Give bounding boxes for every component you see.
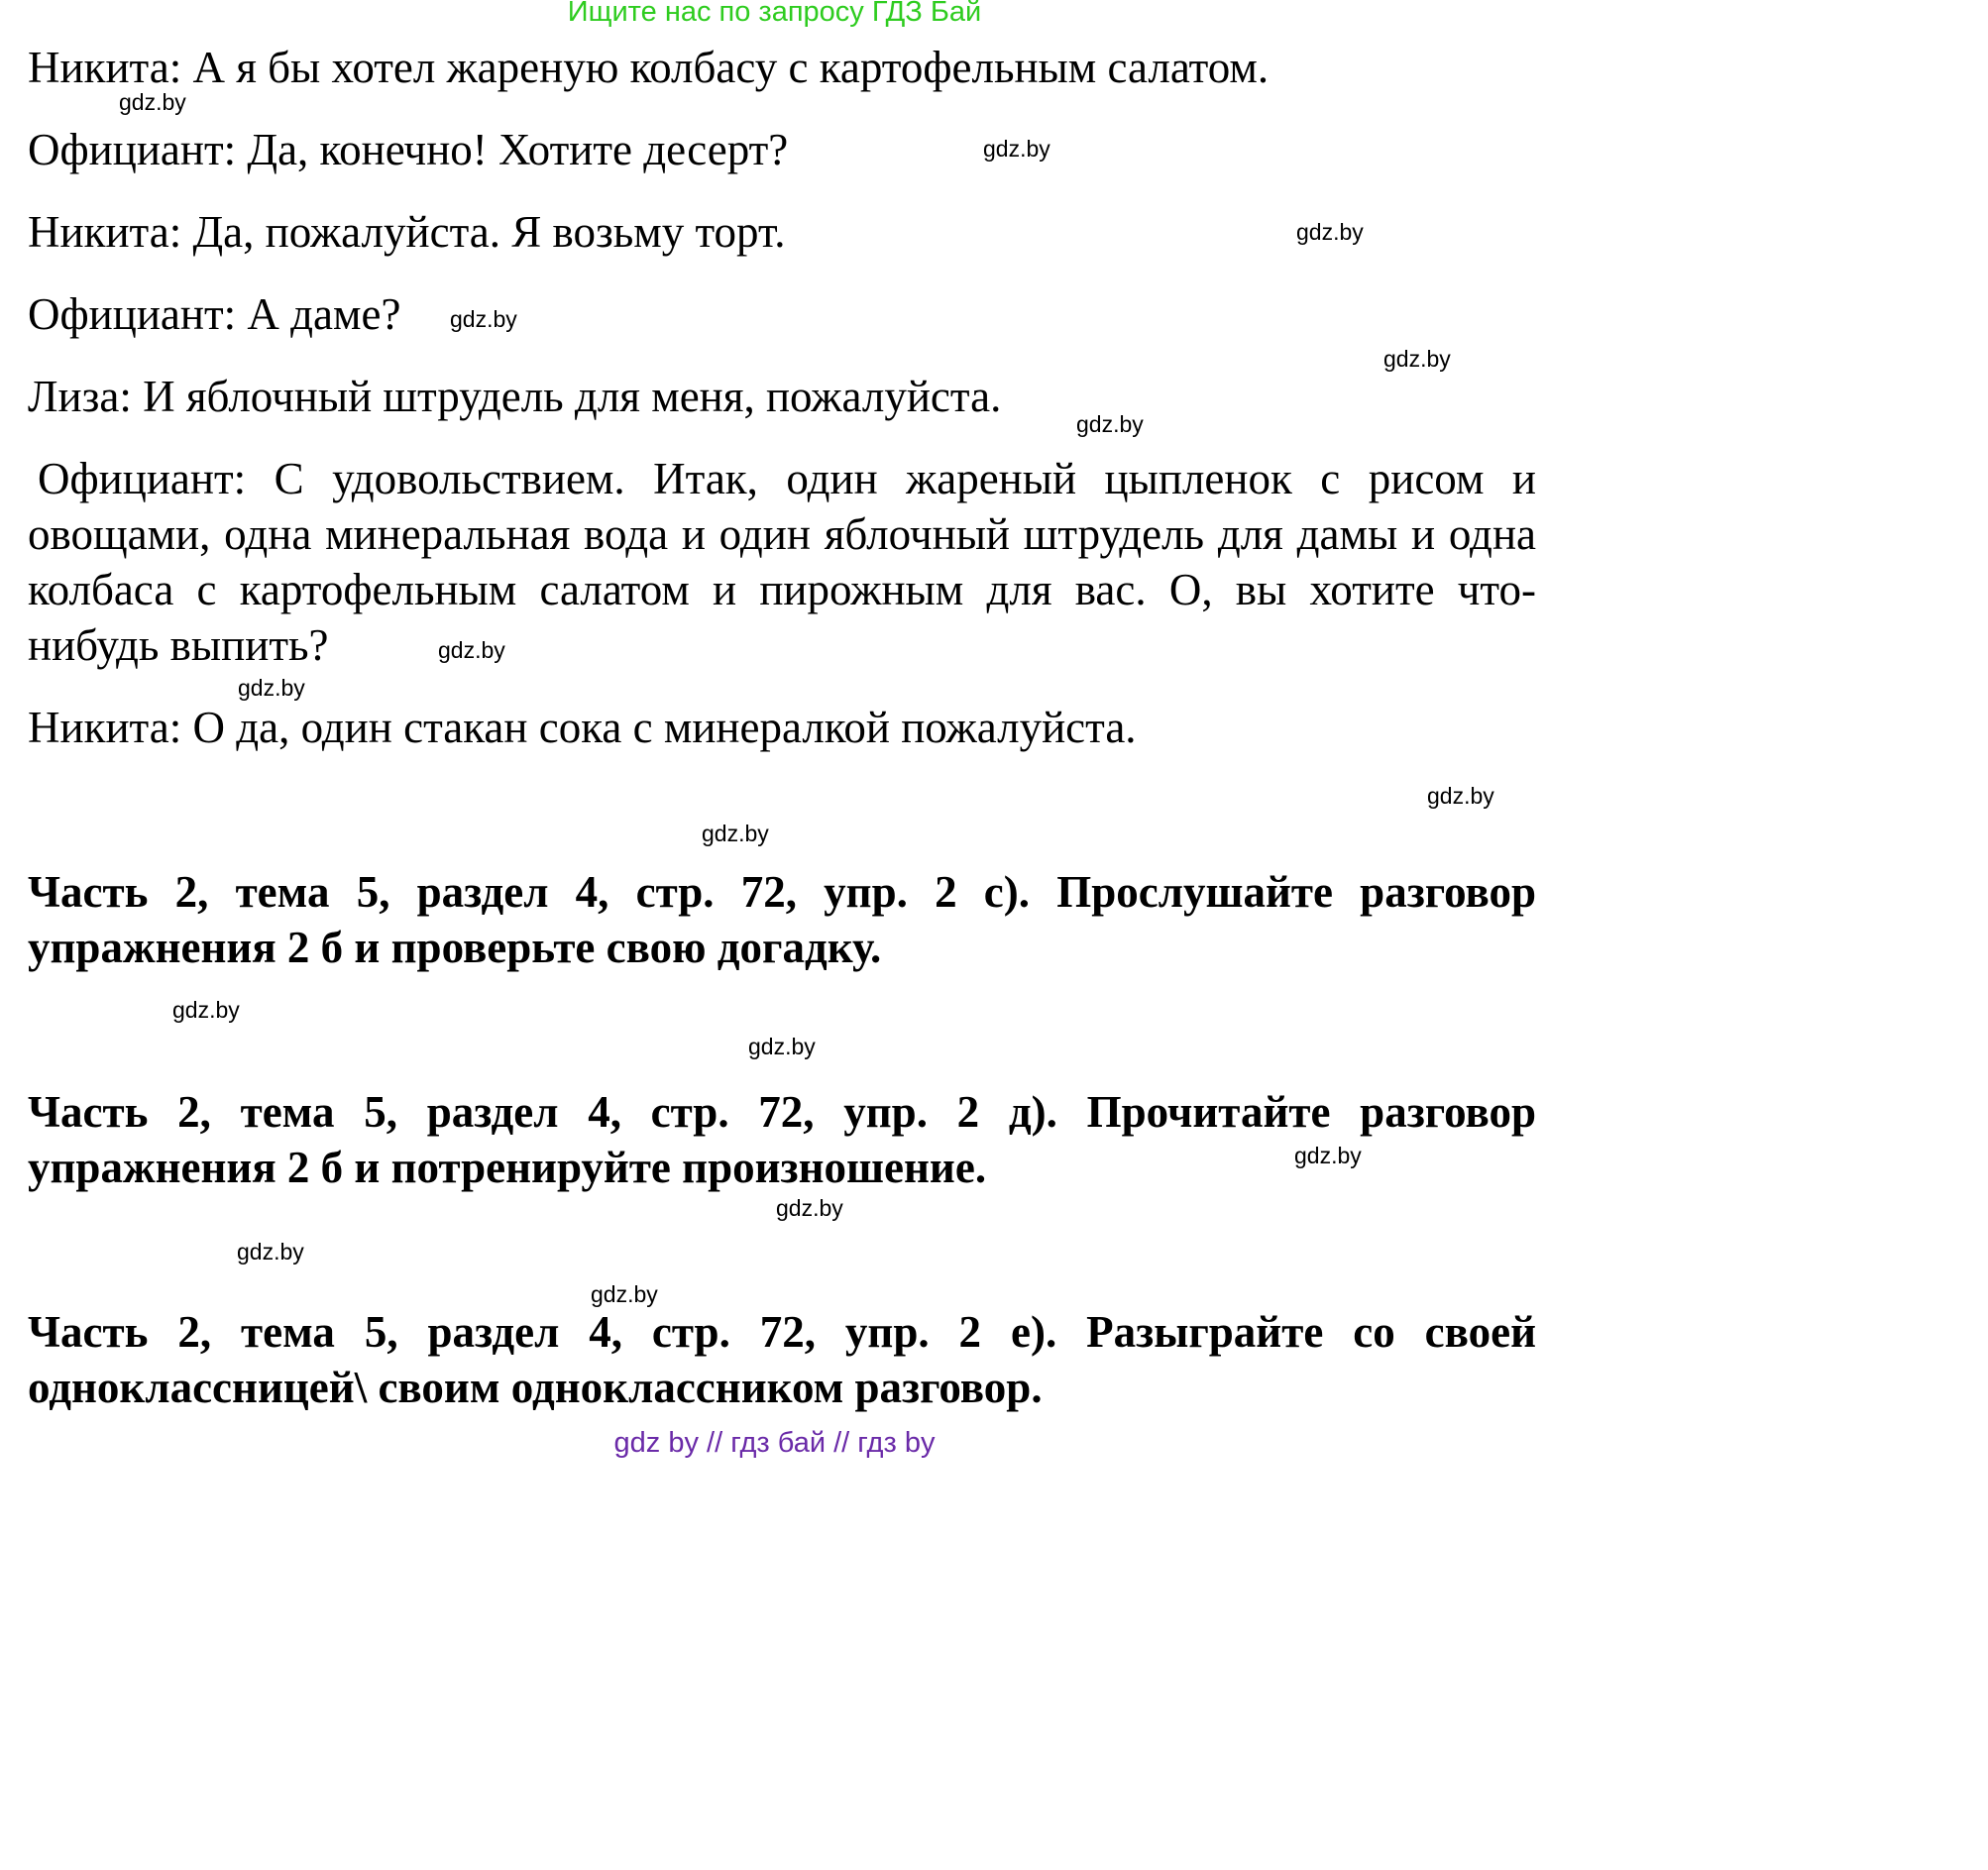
- dialogue-line-waiter-1: Официант: Да, конечно! Хотите десерт?: [28, 125, 789, 174]
- dialogue-paragraph-waiter-3: Официант: С удовольствием. Итак, один жареный цыпленок с рисом и овощами, одна минеральная вода и один яблочный штрудель для дамы и одна колбаса с картофельным салатом и пирожным для вас. О, вы хотите что-нибудь выпить?: [28, 454, 1536, 670]
- watermark: gdz.by: [776, 1195, 843, 1221]
- exercise-heading-2c: Часть 2, тема 5, раздел 4, стр. 72, упр. 2 с). Прослушайте разговор упражнения 2 б и проверьте свою догадку.: [28, 867, 1536, 972]
- watermark: gdz.by: [172, 997, 240, 1023]
- watermark: gdz.by: [438, 637, 505, 663]
- watermark: gdz.by: [119, 89, 186, 115]
- watermark: gdz.by: [1427, 783, 1494, 809]
- watermark: gdz.by: [1294, 1143, 1362, 1168]
- watermark: gdz.by: [238, 675, 305, 701]
- watermark: gdz.by: [1076, 411, 1144, 437]
- watermark: gdz.by: [450, 306, 517, 332]
- watermark: gdz.by: [748, 1034, 816, 1059]
- exercise-heading-2d: Часть 2, тема 5, раздел 4, стр. 72, упр. 2 д). Прочитайте разговор упражнения 2 б и потренируйте произношение.: [28, 1087, 1536, 1192]
- watermark: gdz.by: [702, 821, 769, 846]
- watermark: gdz.by: [983, 136, 1050, 162]
- dialogue-line-nikita-1: Никита: А я бы хотел жареную колбасу с картофельным салатом.: [28, 43, 1270, 92]
- dialogue-line-nikita-3: Никита: О да, один стакан сока с минералкой пожалуйста.: [28, 703, 1137, 752]
- dialogue-line-nikita-2: Никита: Да, пожалуйста. Я возьму торт.: [28, 207, 786, 257]
- watermark: gdz.by: [1296, 219, 1364, 245]
- footer-links[interactable]: gdz by // гдз бай // гдз by: [613, 1427, 936, 1459]
- top-banner-link[interactable]: Ищите нас по запросу ГДЗ Бай: [567, 0, 982, 28]
- dialogue-line-waiter-2: Официант: А даме?: [28, 289, 401, 339]
- dialogue-line-liza: Лиза: И яблочный штрудель для меня, пожалуйста.: [28, 372, 1002, 421]
- watermark: gdz.by: [1383, 346, 1451, 372]
- exercise-heading-2e: Часть 2, тема 5, раздел 4, стр. 72, упр. 2 е). Разыграйте со своей одноклассницей\ своим одноклассником разговор.: [28, 1307, 1536, 1412]
- watermark: gdz.by: [591, 1281, 658, 1307]
- watermark: gdz.by: [237, 1239, 304, 1265]
